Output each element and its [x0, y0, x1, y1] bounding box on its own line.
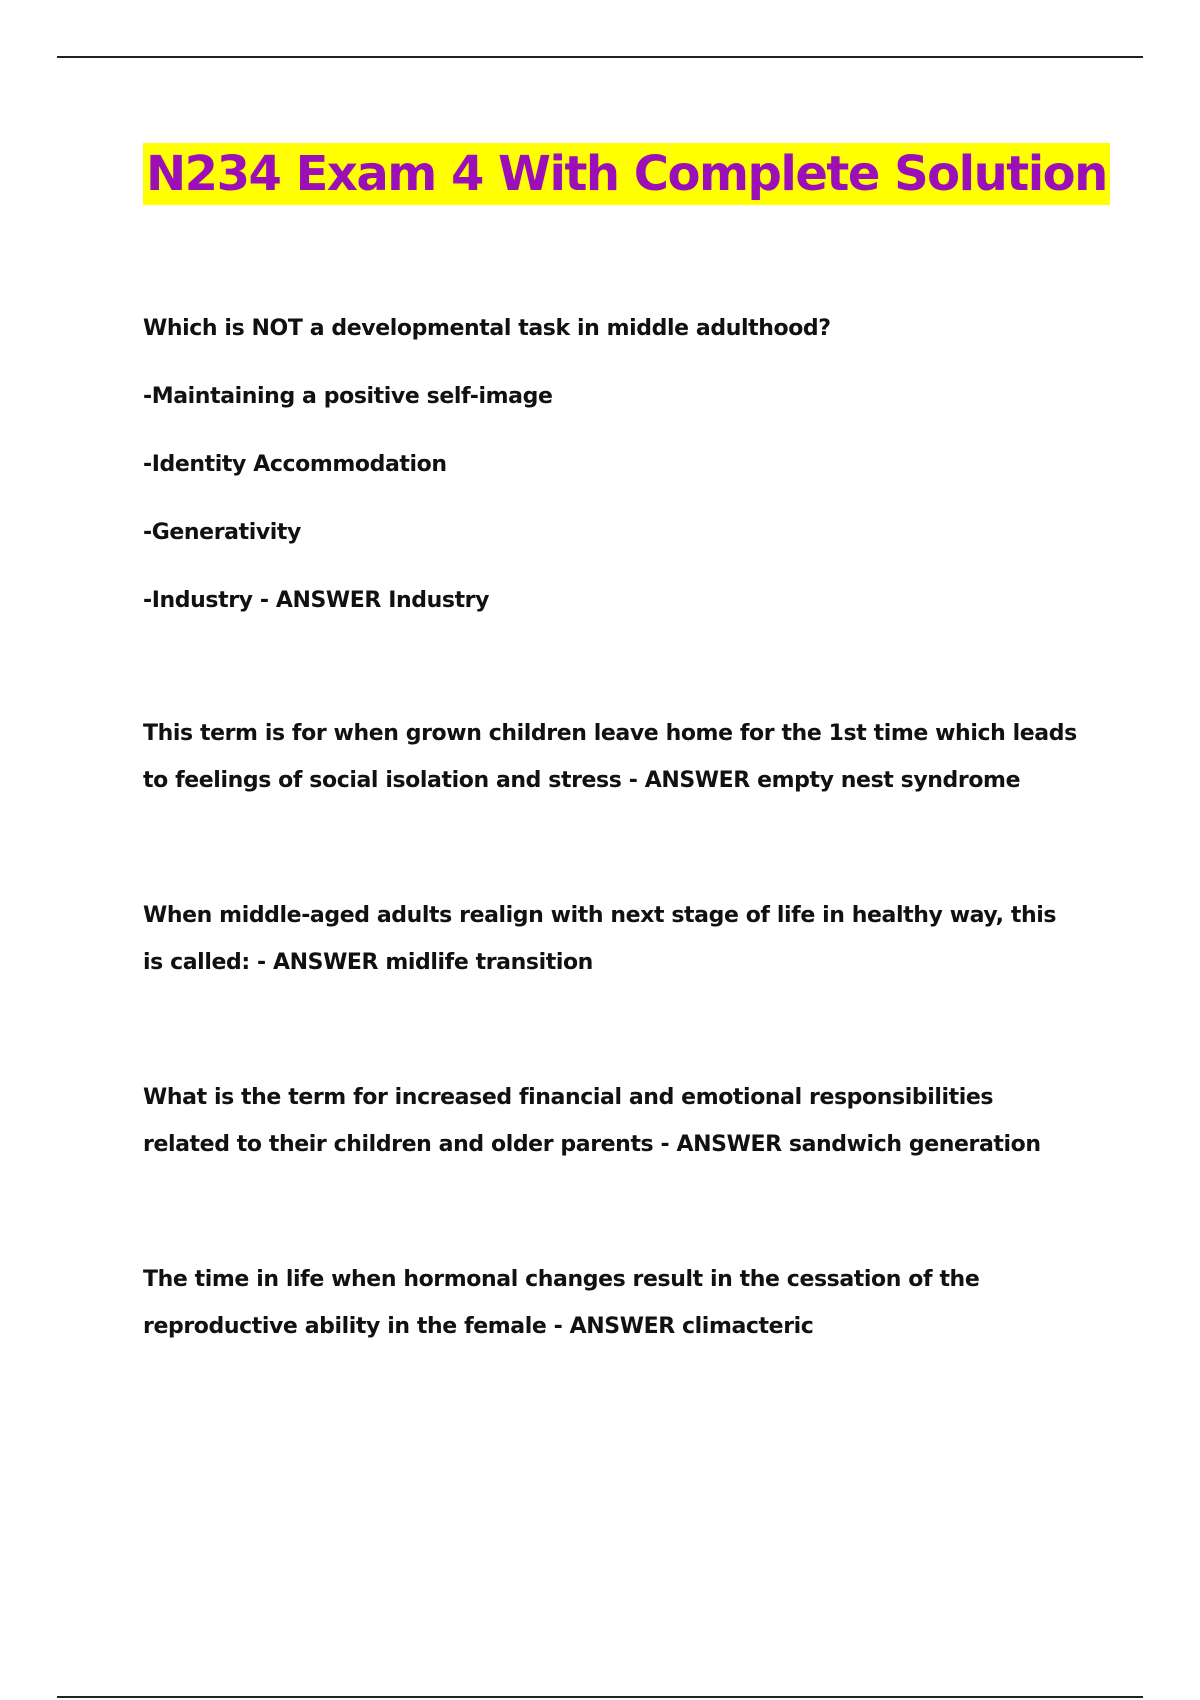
title-container — [143, 143, 1110, 205]
question-block-4 — [143, 1074, 1093, 1168]
spacer — [143, 986, 1093, 1074]
spacer — [143, 624, 1093, 710]
header-rule — [57, 56, 1143, 58]
question-answer-line: to feelings of social isolation and stress - ANSWER empty nest syndrome — [143, 768, 1021, 793]
option-text: -Maintaining a positive self-image — [143, 384, 553, 409]
question-answer-line: related to their children and older parents - ANSWER sandwich generation — [143, 1132, 1041, 1157]
question-line: What is the term for increased financial and emotional responsibilities — [143, 1085, 994, 1110]
question-line: When middle-aged adults realign with next stage of life in healthy way, this — [143, 903, 1057, 928]
question-answer-line: reproductive ability in the female - ANSWER climacteric — [143, 1314, 814, 1339]
spacer — [143, 804, 1093, 892]
option-text: -Identity Accommodation — [143, 452, 447, 477]
question-text: Which is NOT a developmental task in middle adulthood? — [143, 316, 831, 341]
option-answer-text: -Industry - ANSWER Industry — [143, 588, 490, 613]
document-body — [143, 305, 1093, 1350]
question-answer-line: is called: - ANSWER midlife transition — [143, 950, 593, 975]
page-title: N234 Exam 4 With Complete Solution — [143, 143, 1110, 205]
option-text: -Generativity — [143, 520, 301, 545]
question-line: This term is for when grown children leave home for the 1st time which leads — [143, 721, 1077, 746]
spacer — [143, 1168, 1093, 1256]
question-block-5 — [143, 1256, 1093, 1350]
question-block-3 — [143, 892, 1093, 986]
footer-rule — [57, 1696, 1143, 1698]
question-block-2 — [143, 710, 1093, 804]
question-block-1 — [143, 305, 1093, 624]
question-line: The time in life when hormonal changes result in the cessation of the — [143, 1267, 980, 1292]
